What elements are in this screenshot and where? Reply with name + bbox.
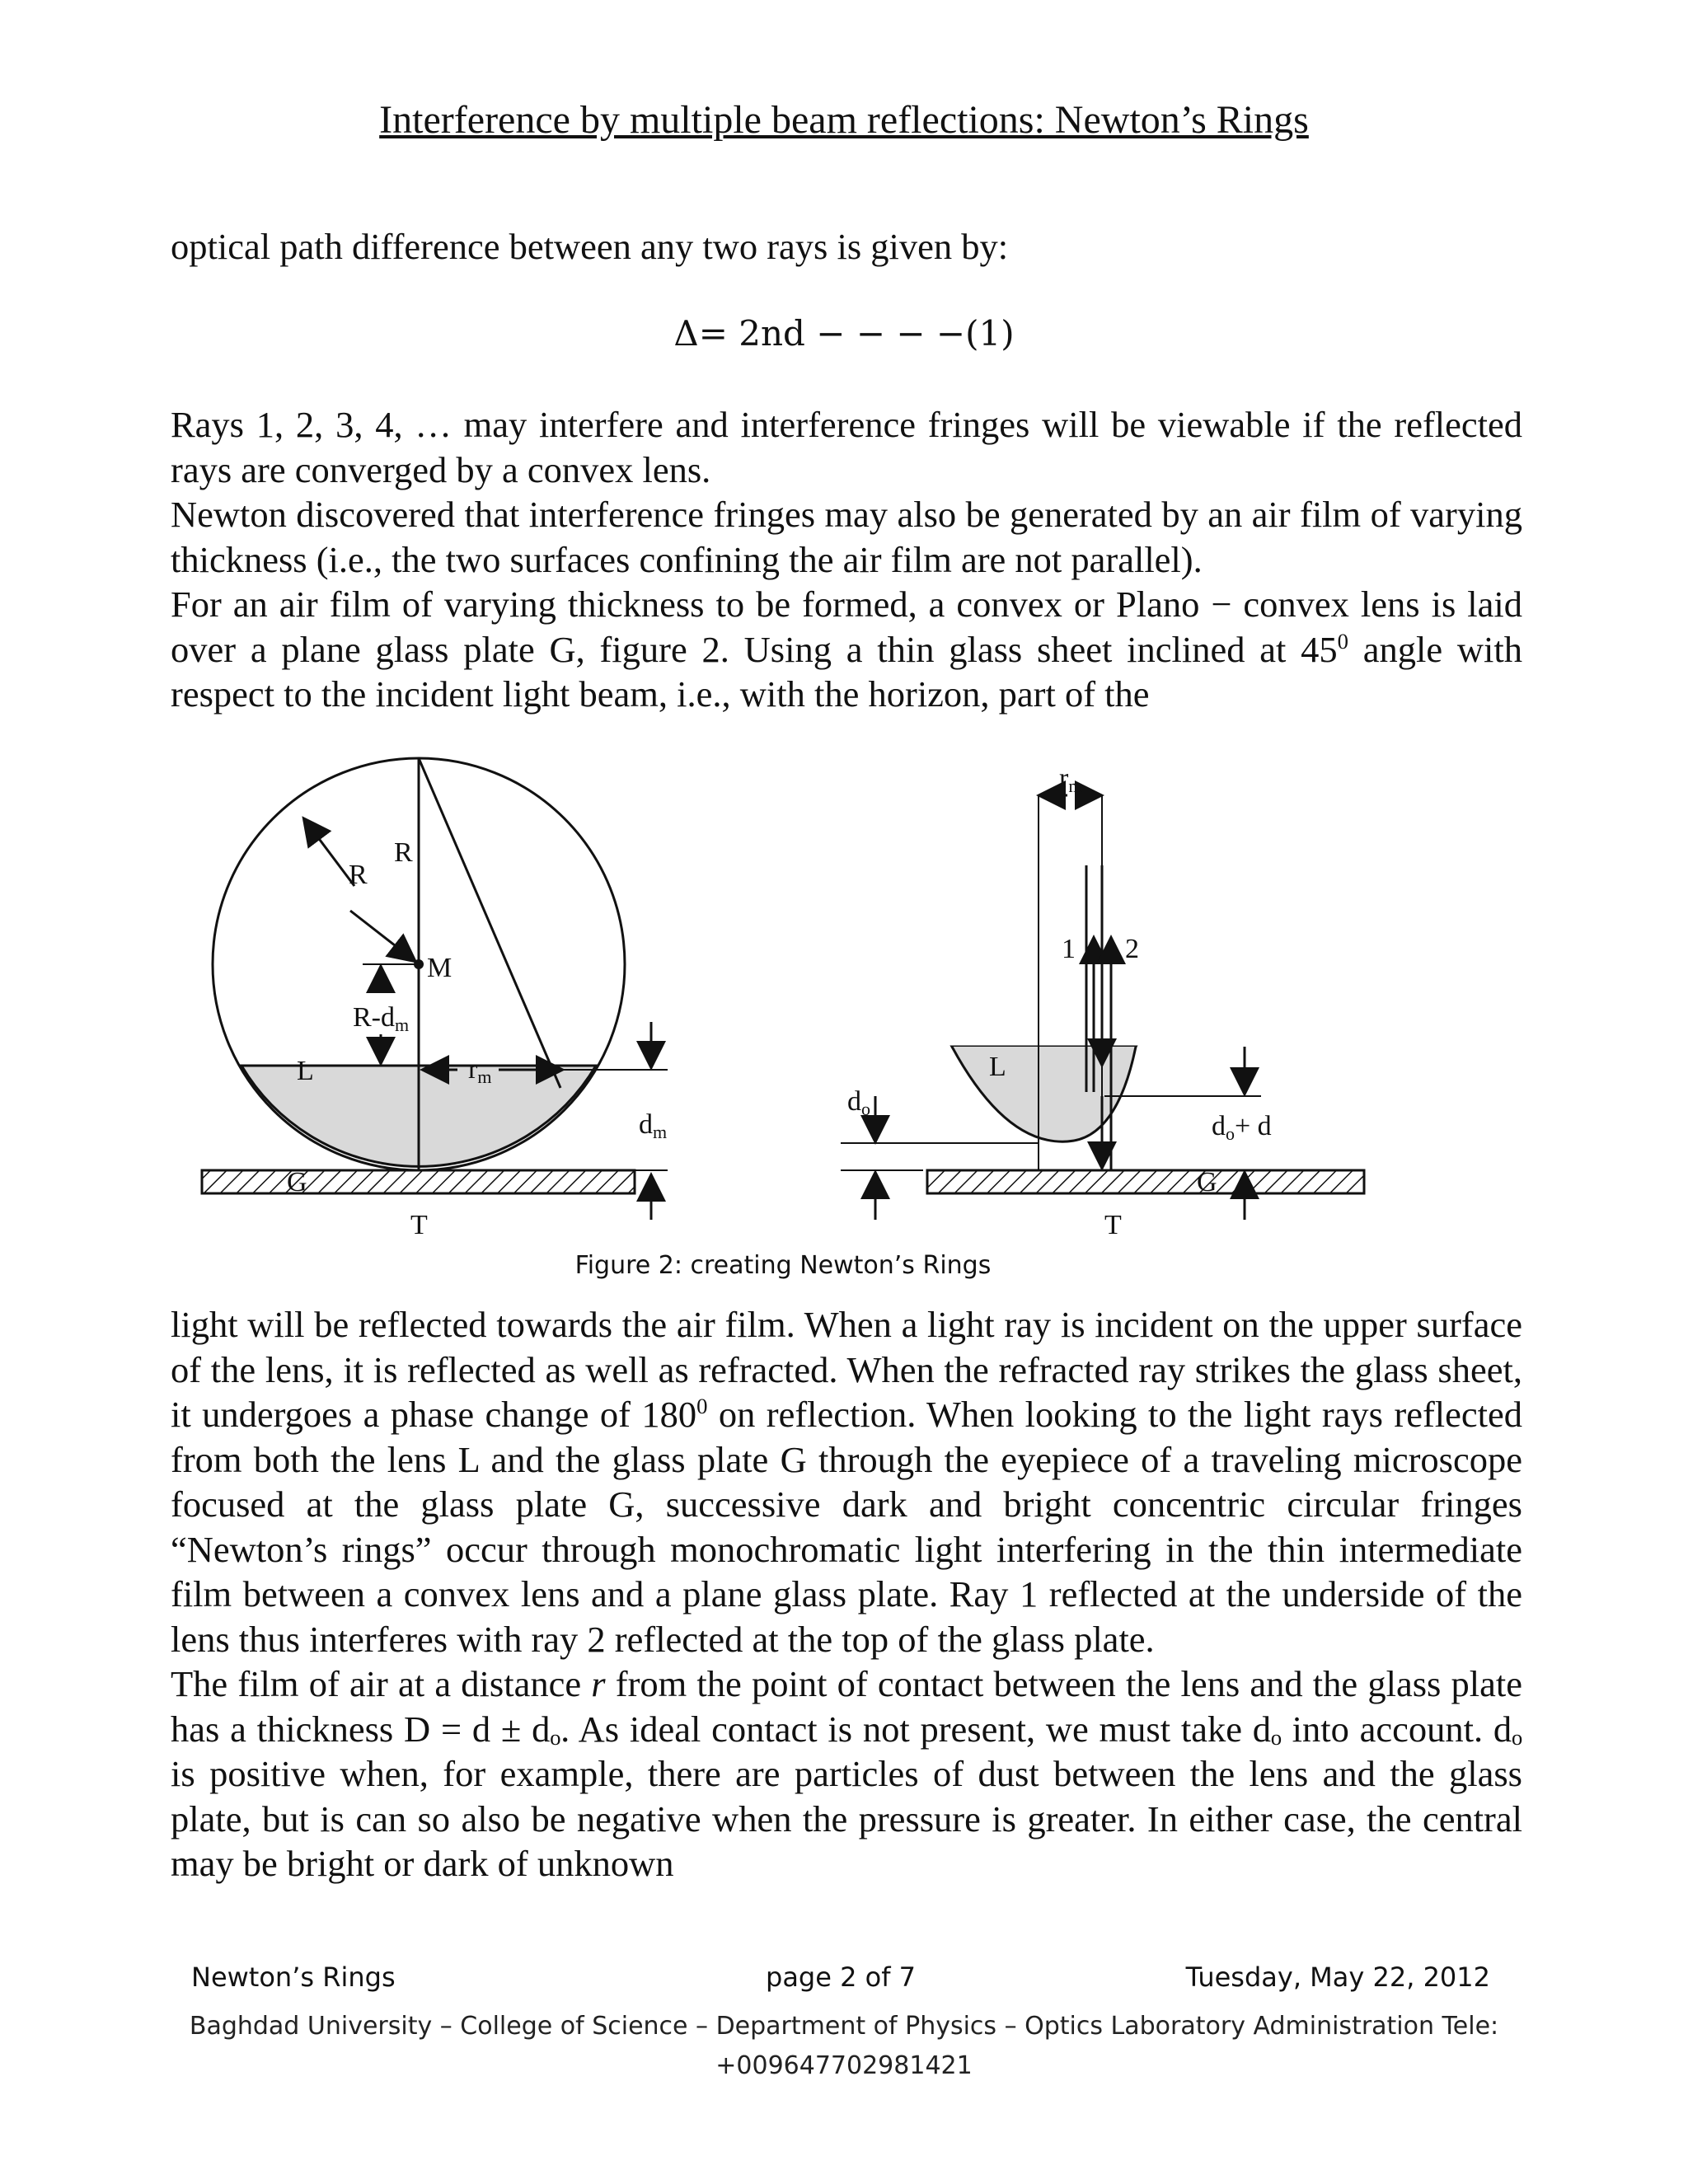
label-t-left: T: [410, 1210, 428, 1240]
label-do-plus-d: do+ d: [1212, 1111, 1272, 1144]
label-g-left: G: [287, 1167, 307, 1197]
left-glass-plate: [202, 1170, 635, 1193]
label-r-top: R: [394, 837, 413, 868]
paragraph-3-body: [171, 1661, 1522, 1886]
paragraph-2: [171, 1302, 1522, 1886]
figure-caption: Figure 2: creating Newton’s Rings: [574, 1251, 992, 1280]
footer-affiliation: [0, 2007, 1688, 2086]
label-t-right: T: [1104, 1210, 1122, 1240]
degree-superscript: 0: [1337, 628, 1348, 654]
paragraph-1-sentence-3: [171, 582, 1522, 717]
page-header-title: Interference by multiple beam reflections: Newton’s Rings: [379, 98, 1309, 142]
footer-date: Tuesday, May 22, 2012: [1185, 1961, 1490, 1993]
label-do: do: [847, 1086, 870, 1119]
label-l-right: L: [989, 1052, 1006, 1082]
intro-text: optical path difference between any two rays is given by:: [171, 226, 1009, 267]
label-ray-1: 1: [1062, 934, 1076, 964]
figure-newtons-rings: [181, 742, 1467, 1253]
left-diagram: [202, 758, 668, 1240]
label-r-minus-dm: R-dm: [353, 1002, 410, 1035]
paragraph-2-part-a: light will be reflected towards the air film. When a light ray is incident on the upper surface of the lens, it is reflected as well as refracted. When the refracted ray strikes the glass sheet, it undergoes a phase change of 180: [171, 1304, 1522, 1435]
label-rm-right: rm: [1059, 763, 1083, 796]
paragraph-2-body: [171, 1302, 1522, 1661]
label-dm: dm: [639, 1109, 668, 1142]
footer-page-number: page 2 of 7: [766, 1961, 916, 1993]
label-rm-left: rm: [468, 1054, 492, 1087]
left-radius-arrow-in: [350, 911, 414, 960]
intro-line: [171, 224, 1522, 269]
left-diagonal-chord: [419, 758, 560, 1088]
paragraph-1-sentence-2: Newton discovered that interference fringes may also be generated by an air film of varying thickness (i.e., the two surfaces confining the air film are not parallel).: [171, 494, 1522, 580]
paragraph-1-sentence-3-b: angle with respect to the incident light beam, i.e., with the horizon, part of the: [171, 628, 1522, 715]
footer-document-title: Newton’s Rings: [191, 1961, 396, 1993]
label-r-side: R: [349, 860, 368, 890]
right-lens-outline: [952, 1047, 1136, 1141]
affiliation-line-1: Baghdad University – College of Science – Department of Physics – Optics Laboratory Administration Tele:: [189, 2012, 1499, 2041]
right-diagram: [841, 763, 1364, 1240]
paragraph-2-part-b: on reflection. When looking to the light rays reflected from both the lens L and the glass plate G through the eyepiece of a traveling microscope focused at the glass plate G, successive dark and bright concentric circular fringes “Newton’s rings” occur through monochromatic light interfering in the thin intermediate film between a convex lens and a plane glass plate. Ray 1 reflected at the underside of the lens thus interferes with ray 2 reflected at the top of the glass plate.: [171, 1394, 1522, 1660]
italic-r: r: [591, 1663, 606, 1704]
paragraph-1-sentence-1: Rays 1, 2, 3, 4, … may interfere and interference fringes will be viewable if the reflected rays are converged by a convex lens.: [171, 404, 1522, 490]
paragraph-1: [171, 402, 1522, 717]
label-ray-2: 2: [1125, 934, 1139, 964]
right-glass-plate: [927, 1170, 1364, 1193]
figure-svg: [181, 742, 1467, 1253]
degree-superscript-2: 0: [696, 1394, 708, 1419]
paragraph-1-sentence-3-a: For an air film of varying thickness to be formed, a convex or Plano − convex lens is laid over a plane glass plate G, figure 2. Using a thin glass sheet inclined at 45: [171, 583, 1522, 670]
label-g-right: G: [1197, 1167, 1217, 1197]
equation-1: Δ= 2nd − − − −(1): [673, 313, 1015, 354]
label-m: M: [427, 953, 452, 983]
left-radius-arrow-out: [305, 820, 354, 886]
paragraph-3-part-b: from the point of contact between the lens and the glass plate has a thickness D = d ± dₒ. As ideal contact is not present, we must take dₒ into account. dₒ is positive when, for example, there are particles of dust between the lens and the glass plate, but is can so also be negative when the pressure is greater. In either case, the central may be bright or dark of unknown: [171, 1663, 1522, 1884]
footer-row: [191, 1961, 1490, 1998]
paragraph-3-part-a: The film of air at a distance: [171, 1663, 592, 1704]
affiliation-line-2: +009647702981421: [715, 2051, 973, 2080]
label-l-left: L: [297, 1056, 314, 1086]
